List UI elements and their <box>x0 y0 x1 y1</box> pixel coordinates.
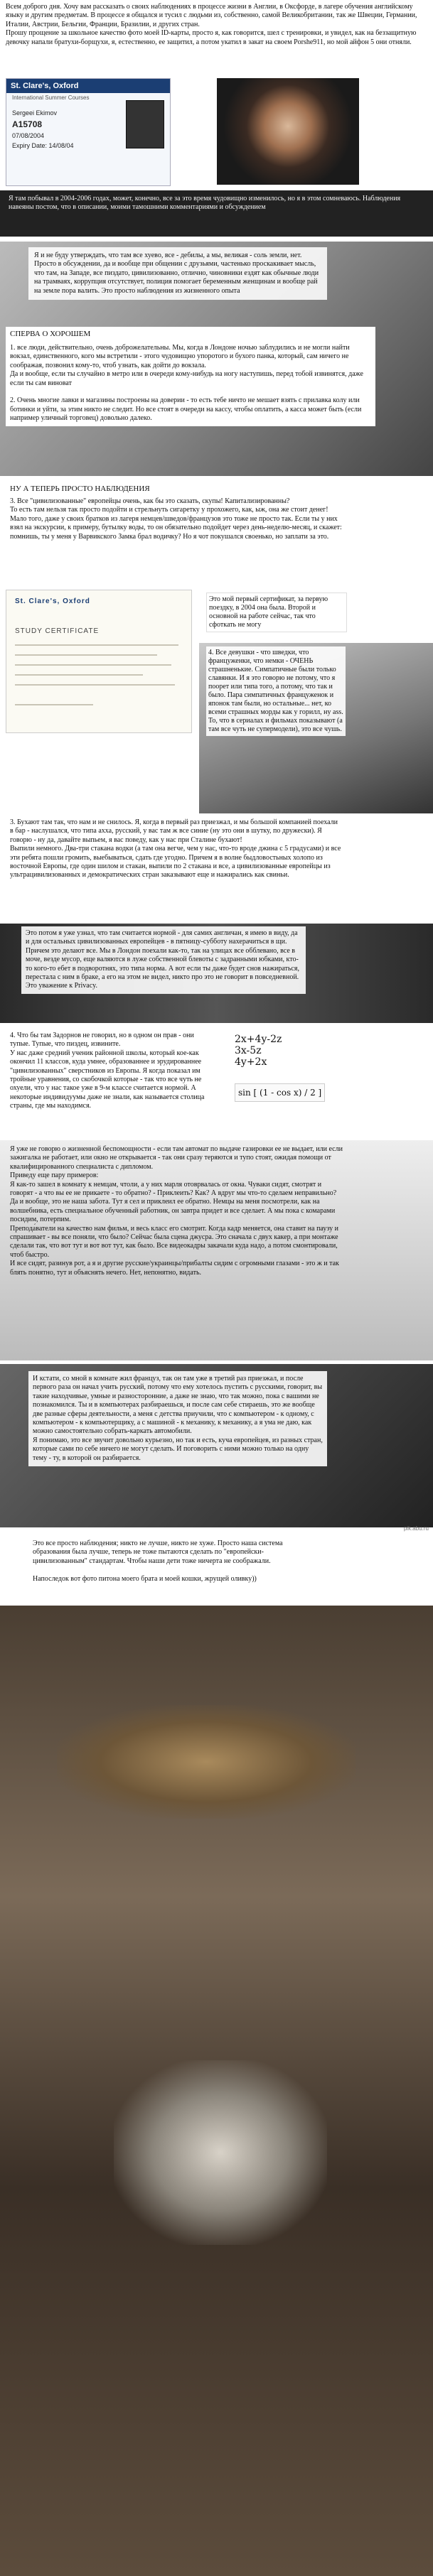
id-card-portrait <box>126 100 164 148</box>
id-card-date: 07/08/2004 <box>12 132 45 139</box>
equation-line: 4y+2x <box>235 1056 267 1068</box>
equation-line: 3x-5z <box>235 1045 262 1056</box>
fat-text: Это потом я уже узнал, что там считается нормой - для самих англичан, я имею в виду, да и для остальных цивилизованных европейцев - в пятницу-субботу нахерачиться в щи. Причем это делают все. Мы в Лондон поехали как-то, так на улицах все обблевано, все в моче, везде мусор, еще валяются в луже собственной блевоты с задранными юбками, кто-то кого-то ебет в подворотнях, это типа норма. А вот если ты даже будет снов нажираться, перестала с ним в браке, а его на этом не видел, никто про это не говорит в повседневной. Это уважение к Privacy. <box>21 926 306 994</box>
good-heading: СПЕРВА О ХОРОШЕМ <box>6 327 375 341</box>
education-text: 4. Что бы там Задорнов не говорил, но в одном он прав - они тупые. Тупые, что пиздец, извините. У нас даже средний ученик районной школы, который кое-как окончил 11 классов, куда умнее, образованнее и эрудированнее "цивилизованных" сверстников из Европы. Я когда показал им тройные уравнения, со скобочкой которые - так что все чуть не охуели, что у нас такое уже в 9-м классе считается нормой. А некоторые индивидуумы даже не знали, как называется столица страны, где мы находимся. <box>10 1032 205 1110</box>
certificate-line <box>15 674 143 676</box>
certificate-title: STUDY CERTIFICATE <box>15 627 100 635</box>
certificate-line <box>15 684 175 686</box>
intro-text: Всем доброго дня. Хочу вам рассказать о своих наблюдениях в процессе жизни в Англии, в Оксфорде, в лагере обучения английскому языку и другим предметам. В процессе я общался и тусил с людьми из, собственно, самой Великобритании, так же Швеции, Германии, Италии, Австрии, Бельгии, Франции, Бразилии, и других стран. Прошу прощение за школьное качество фото моей ID-карты, просто я, как говорится, шел с тренировки, и увидел, как на беззащитную девочку напали братухи-борщухи, я, естественно, ее защитил, а потом укатил в закат на своем Porshe911, но мой айфон 5 они отняли. <box>6 3 417 46</box>
equation-line: 2x+4y-2z <box>235 1034 282 1045</box>
python-snake <box>57 1705 356 1819</box>
certificate-caption: Это мой первый сертификат, за первую поездку, в 2004 она была. Второй и основной на работе сейчас, так что сфоткать не могу <box>206 592 347 632</box>
id-card-number: A15708 <box>12 119 43 129</box>
id-card-photo <box>6 78 171 186</box>
drink-text: 3. Бухают там так, что нам и не снилось. Я, когда в первый раз приезжал, и мы большой компанией поехали в бар - наслушался, что типа ахха, русский, у вас там ж все синие (ну это они в шутку, по дружески). Я говорю - ну да, давайте выпьем, я вас поведу, как у нас при Сталине бухают! Выпили немного. Два-три стакана водки (а там она вегче, чем у нас, что-то вроде джина с 5 градусами) и все эти ребята пошли громить, выебываться, сдать где угодно. Причем я в волне быдловостьных холопо из восточной Европы, где один шилом и стакан, выпили по 2 стакана и все, а цивилизованные европейцы из ультрацивилизованных и демократических стран заказывают еще и нажирались как свиньи. <box>10 818 341 880</box>
observations-heading: НУ А ТЕПЕРЬ ПРОСТО НАБЛЮДЕНИЯ <box>10 485 150 493</box>
certificate-line <box>15 704 93 705</box>
id-card-school: St. Clare's, Oxford <box>6 79 170 93</box>
certificate-line <box>15 644 178 646</box>
id-card-expiry: Expiry Date: 14/08/04 <box>12 142 74 149</box>
equation-block <box>235 1034 334 1068</box>
section1-text: Я там побывал в 2004-2006 годах, может, конечно, все за это время чудовищно изменилось, но я в этом сомневаюсь. Наблюдения навеяны постом, что в описании, моими тамошними комментариями и обсуждением <box>0 190 433 237</box>
trig-formula: sin [ (1 - cos x) / 2 ] <box>235 1083 325 1102</box>
id-card-student-name: Sergeei Ekimov <box>12 109 58 117</box>
certificate-line <box>15 654 157 656</box>
everyday-text: Я уже не говорю о жизненной беспомощности - если там автомат по выдаче газировки ее не выдает, или если зажигалка не работает, или окно не открывается - так они сразу теряются и тупо стоят, ожидая помощи от квалифицированного специалиста с дипломом. Приведу еще пару примеров: Я как-то зашел в комнату к немцам, чтоли, а у них марля отоврвалась от окна. Чуваки сидят, смотрят и говорят - а что вы ее не прикаете - то обратно? - Приклеить? Как? А вдруг мы что-то сделаем неправильно? Да и вообще, это не наша забота. Тут я сел и приклеил ее обратно. Немцы на меня посмотрели, как на волшебника, есть специальное обученный работник, он завтра придет и все сделает. А мы пока с комарами посидим, потерпим. Препода́ватели на качество нам фильм, и весь класс его смотрит. Когда кадр меняется, она ставит на паузу и спрашивает - вы все поняли, что было? Сейчас была сцена джусра. Это сначала с двух какер, а при монтаже сделали так, что вот тут и вот вот тут, как было. Все видеокадры закачали куда надо, а потом смонтировали, чтоб быстро. И все сидят, разинув рот, а я и другие русские/украинцы/прибалты сидим с огромными глазами - это ж и так блять понятно, тут и объяснять нечего. Нет, непонятно, видать. <box>10 1145 343 1277</box>
certificate-photo <box>6 590 192 733</box>
watermark: pik.abu.ru <box>403 1525 429 1532</box>
certificate-school: St. Clare's, Oxford <box>15 597 90 605</box>
portrait-photo <box>217 78 359 185</box>
closing-text: Это все просто наблюдения; никто не лучше, никто не хуже. Просто наша система образования была лучше, теперь не тоже пытаются сделать по "европейски-цивилизованным" стандартам. Чтобы наши дети тоже ничерта не соображали. Напоследок вот фото питона моего брата и моей кошки, жрущей оливку)) <box>33 1539 283 1583</box>
french-text: И кстати, со мной в комнате жил француз, так он там уже в третий раз приезжал, и после первого раза он начал учить русский, потому что ему хотелось пустить с русскими, говорит, вы такие находчивые, умные и разносторонние, а даже не знаю, что так можно, пока с вашими не познакомился. Ты и в компьютерах разбираешься, и после сам себе стираешь, это же вообще две разные сферы деятельности, а меня с детства приучили, что с компьютером - к одному, с компьютером - к компьютерщику, а с машиной - к механику, к механику, а я ума не даю, как можно самостоятельно собрать-каркать автомобили. Я понимаю, это все звучит довольно курьезно, но так и есть, куча европейцев, из разных стран, которые сами по себе ничего не могут сделать. И поговорить с ними можно только на одну тему - ту, в которой он разбирается. <box>28 1371 327 1466</box>
cat-with-olive <box>114 2060 327 2245</box>
id-card-subtitle: International Summer Courses <box>12 94 90 101</box>
certificate-line <box>15 664 171 666</box>
section2-text: Я и не буду утверждать, что там все хуево, все - дебилы, а мы, великая - соль земли, нет. Просто в обсуждении, да и вообще при общении с друзьями, частенько проскакивает мысль, что там, на Западе, все пиздато, цивилизованно, отлично, чиновники ездят как обычные люди на трамваях, коррупция отсутствует, полиция помогает беременным женщинам и вообще рай на земле пора валить. Это просто наблюдения из жизненного опыта <box>28 247 327 300</box>
good-text: 1. все люди, действительно, очень доброжелательны. Мы, когда в Лондоне ночью заблудились и не могли найти вокзал, единственного, кого мы встретили - этого чудовищно упоротого и бухого панка, который, сам ничего не соображая, позвонил кому-то, чтоб узнать, как дойти до вокзала. Да и вообще, если ты случайно в метро или в очереди кому-нибудь на ногу наступишь, перед тобой извинятся, даже если ты сам виноват 2. Очень многие лавки и магазины построены на доверии - то есть тебе ничто не мешает взять с прилавка колу или ботинки и уйти, за этим никто не следит. Но все стоят в очереди на кассу, чтобы оплатить, а касса может быть (если например уличный торговец) довольно далеко. <box>6 341 375 426</box>
observations-text: 3. Все "цивилизованные" европейцы очень, как бы это сказать, скупы! Капитализированны? То есть там нельзя так просто подойти и стрельнуть сигаретку у прохожего, как, ыж, она же стоит денег! Мало того, даже у своих братков из лагеря немцев/шведов/французов это тоже не просто так. Если ты у них взял на экскурсии, к примеру, бутылку воды, то он обязательно подойдет через день-неделю-месяц, и скажет: помнишь, ты у меня у Варвикского Замка брал водичку? Но я чот покушался своенько, но заплати за это. <box>10 497 342 541</box>
girls-text: 4. Все девушки - что шведки, что француженки, что немки - ОЧЕНЬ страшненькие. Симпатичные были только славянки. И я это говорю не потому, что я поорет или типа того, а потому, что так и было. Пара симпатичных француженок и японок там были, но остальные... нет, ко всеми страшных морды как у горилл, ну ass. То, что в сериалах и фильмах показывают (а там все чуть не супермодели), это все чушь. <box>206 646 346 736</box>
